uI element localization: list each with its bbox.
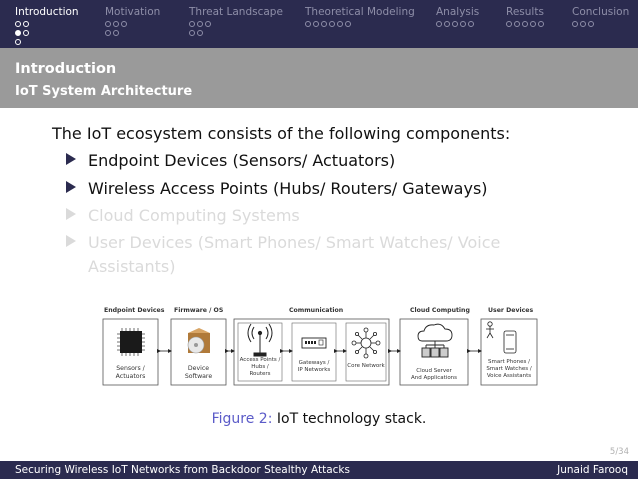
slide-dot[interactable]	[538, 21, 544, 27]
nav-section-conclusion[interactable]: Conclusion	[572, 6, 630, 18]
slide-title-bar	[0, 48, 638, 108]
slide-dot[interactable]	[514, 21, 520, 27]
footer-author: Junaid Farooq	[557, 464, 628, 476]
slide-dot[interactable]	[460, 21, 466, 27]
stack-diagram-graphics	[100, 305, 540, 391]
footer-bar	[0, 461, 638, 479]
nav-section-introduction[interactable]: Introduction	[15, 6, 79, 18]
gateways-label: Gateways / IP Networks	[297, 360, 331, 373]
slide-dot[interactable]	[189, 30, 195, 36]
slide-dot[interactable]	[522, 21, 528, 27]
page-number: 5/34	[609, 447, 629, 457]
slide-dot[interactable]	[105, 21, 111, 27]
user-devices-label: Smart Phones / Smart Watches / Voice Assistants	[486, 359, 532, 379]
gateway-router-icon	[302, 338, 326, 348]
section-navigation-bar	[0, 0, 638, 48]
cloud-server-label: Cloud Server And Applications	[410, 368, 458, 381]
chip-icon	[117, 328, 145, 356]
slide-dot[interactable]	[530, 21, 536, 27]
core-network-label: Core Network	[347, 363, 385, 369]
slide-dot[interactable]	[15, 39, 21, 45]
footer-talk-title: Securing Wireless IoT Networks from Backdoor Stealthy Attacks	[15, 464, 350, 476]
nav-section-theoretical-modeling[interactable]: Theoretical Modeling	[305, 6, 415, 18]
triangle-bullet-icon	[66, 153, 76, 165]
figure-caption-text: IoT technology stack.	[276, 411, 427, 427]
triangle-bullet-icon	[66, 208, 76, 220]
slide-dot[interactable]	[444, 21, 450, 27]
slide-dot[interactable]	[572, 21, 578, 27]
bullet-item: Cloud Computing Systems	[66, 206, 300, 225]
slide-dot[interactable]	[205, 21, 211, 27]
intro-text: The IoT ecosystem consists of the following components:	[52, 124, 511, 143]
device-software-label: Device Software	[184, 365, 213, 380]
bullet-item: Endpoint Devices (Sensors/ Actuators)	[66, 151, 395, 170]
header-user-devices: User Devices	[488, 307, 534, 314]
sensors-label: Sensors / Actuators	[115, 365, 146, 380]
slide-dot[interactable]	[113, 30, 119, 36]
bullet-item: User Devices (Smart Phones/ Smart Watches/ Voice	[66, 233, 500, 252]
slide-dot[interactable]	[105, 30, 111, 36]
nav-section-threat-landscape[interactable]: Threat Landscape	[189, 6, 283, 18]
section-title: Introduction	[15, 61, 117, 77]
slide-dot[interactable]	[121, 21, 127, 27]
slide-title: IoT System Architecture	[15, 84, 193, 99]
header-endpoint-devices: Endpoint Devices	[104, 307, 165, 314]
figure-label: Figure 2:	[211, 411, 273, 427]
slide-dot[interactable]	[23, 21, 29, 27]
nav-section-motivation[interactable]: Motivation	[105, 6, 161, 18]
slide-dot[interactable]	[452, 21, 458, 27]
slide-dot[interactable]	[506, 21, 512, 27]
slide-dot[interactable]	[321, 21, 327, 27]
header-firmware-os: Firmware / OS	[174, 307, 224, 314]
slide-dot[interactable]	[113, 21, 119, 27]
slide-dot[interactable]	[588, 21, 594, 27]
slide-dot[interactable]	[345, 21, 351, 27]
triangle-bullet-icon	[66, 235, 76, 247]
slide-dot-current[interactable]	[15, 30, 21, 36]
slide-dot[interactable]	[15, 21, 21, 27]
slide-dot[interactable]	[468, 21, 474, 27]
slide-dot[interactable]	[305, 21, 311, 27]
slide-dot[interactable]	[313, 21, 319, 27]
triangle-bullet-icon	[66, 181, 76, 193]
slide-dot[interactable]	[23, 30, 29, 36]
slide-dot[interactable]	[197, 30, 203, 36]
nav-section-results[interactable]: Results	[506, 6, 544, 18]
nav-section-analysis[interactable]: Analysis	[436, 6, 480, 18]
header-cloud-computing: Cloud Computing	[410, 307, 470, 314]
slide-dot[interactable]	[580, 21, 586, 27]
slide-dot[interactable]	[436, 21, 442, 27]
iot-technology-stack-figure	[100, 305, 540, 391]
slide-dot[interactable]	[197, 21, 203, 27]
figure-caption	[0, 411, 638, 427]
access-points-label: Access Points / Hubs / Routers	[239, 357, 281, 377]
header-communication: Communication	[289, 307, 344, 314]
slide-dot[interactable]	[337, 21, 343, 27]
bullet-item-continuation: Assistants)	[88, 257, 176, 276]
slide-dot[interactable]	[329, 21, 335, 27]
slide-dot[interactable]	[189, 21, 195, 27]
bullet-item: Wireless Access Points (Hubs/ Routers/ Gateways)	[66, 179, 488, 198]
software-package-icon	[188, 328, 210, 353]
